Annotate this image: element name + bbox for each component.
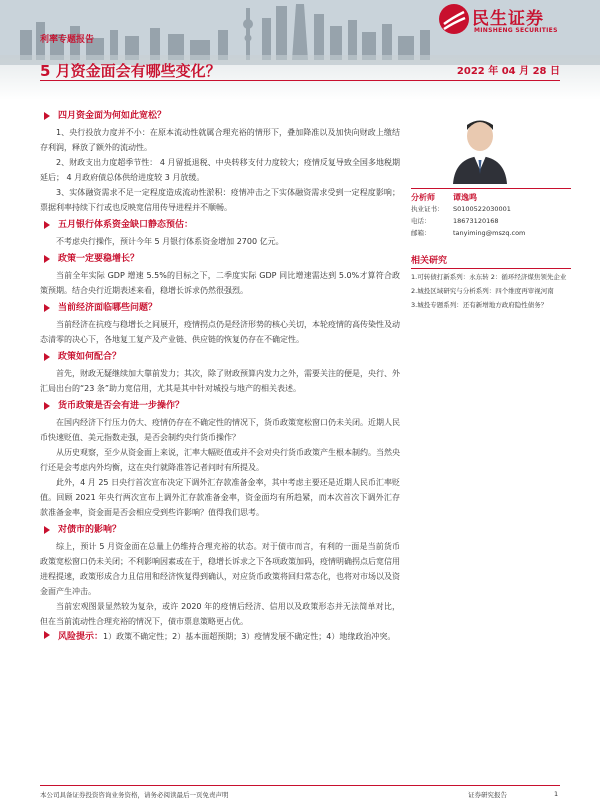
section-may-gap — [40, 218, 400, 249]
section-policy-coordination — [40, 350, 400, 396]
arrow-right-icon — [44, 112, 50, 120]
section-risk-warning — [40, 629, 400, 644]
analyst-row — [411, 188, 571, 203]
analyst-label: 分析师 — [411, 193, 435, 202]
section-growth — [40, 252, 400, 298]
paragraph: 3、实体融资需求不足一定程度造成流动性淤积：疫情冲击之下实体融资需求受到一定程度影响；票据利率持续下行或也反映宽信用传导进程并不顺畅。 — [40, 188, 400, 212]
analyst-photo — [441, 110, 519, 184]
arrow-right-icon — [44, 402, 50, 410]
section-bond-impact — [40, 523, 400, 629]
paragraph: 当前经济在抗疫与稳增长之间展开，疫情拐点仍是经济形势的核心关切，本轮疫情的高传染性及动态清零的决心下，各地复工复产及产业链、供应链的恢复仍存在不确定性。 — [40, 320, 400, 344]
paragraph: 此外，4 月 25 日央行首次宣布决定下调外汇存款准备金率，其中考虑主要还是近期人民币汇率贬值。回顾 2021 年央行两次宣布上调外汇存款准备金率，资金面均有所趋紧，而本次首次下调外汇存款准备金率，资金面是否会相应受到些许影响？值得我们思考。 — [40, 478, 400, 517]
logo-name-en: MINSHENG SECURITIES — [474, 27, 558, 34]
section-heading: 货币政策是否会有进一步操作？ — [40, 399, 400, 413]
paragraph: 首先，财政无疑继续加大靠前发力；其次，除了财政预算内发力之外，需要关注的便是，央行、外汇局出台的“23 条”助力宽信用，尤其是其中针对城投与地产的相关表述。 — [40, 369, 400, 393]
paragraph: 2、财政支出力度超季节性： 4 月留抵退税、中央转移支付力度较大；疫情反复导致全国多地税期延后； 4 月政府债总体供给进度较 3 月放缓。 — [40, 158, 400, 182]
section-monetary-policy — [40, 399, 400, 520]
section-heading: 四月资金面为何如此宽松？ — [40, 109, 400, 123]
section-heading: 风险提示： — [58, 632, 104, 642]
title-divider — [40, 80, 560, 81]
page-title: 5 月资金面会有哪些变化？ — [40, 62, 221, 80]
section-economy-issues — [40, 301, 400, 347]
paragraph: 当前全年实际 GDP 增速 5.5%的目标之下，二季度实际 GDP 同比增速需达到 5.0%才算符合政策预期。结合央行近期表述来看，稳增长诉求仍然很强烈。 — [40, 271, 400, 295]
paragraph: 从历史观察，至少从资金面上来说，汇率大幅贬值或并不会对央行货币政策产生根本制约。当然央行还是会考虑内外均衡，这在央行就降准答记者问时有所提及。 — [40, 448, 400, 472]
related-item[interactable]: 2.城投区域研究与分析系列：四个维度再审视河南 — [411, 287, 554, 295]
analyst-name: 谭逸鸣 — [453, 193, 477, 202]
paragraph: 当前宏观图景显然较为复杂，或许 2020 年的疫情后经济、信用以及政策形态并无法简单对比，但在当前流动性合理充裕的情况下，债市票息策略更占优。 — [40, 602, 400, 626]
info-row-phone: 电话： 18673120168 — [411, 217, 499, 225]
info-row-email: 邮箱： tanyiming@mszq.com — [411, 229, 526, 237]
arrow-right-icon — [44, 304, 50, 312]
footer-report-kind: 证券研究报告 — [468, 791, 507, 799]
arrow-right-icon — [44, 631, 50, 639]
related-item[interactable]: 1.可转债打新系列：永东转 2：循环经济煤焦领先企业 — [411, 273, 567, 281]
paragraph: 综上，预计 5 月资金面在总量上仍维持合理充裕的状态。对于债市而言，有利的一面是当前货币政策宽松窗口仍未关闭；不利影响因素或在于，稳增长诉求之下各项政策加码，疫情明确拐点后宽信用进程提速，政策形成合力且信用和经济恢复得到确认，对应货币政策将回归常态化，也将对市场以及资金面产生冲击。 — [40, 542, 400, 596]
header-banner — [0, 0, 600, 100]
risk-paragraph — [40, 629, 400, 644]
arrow-right-icon — [44, 221, 50, 229]
related-research-title: 相关研究 — [411, 253, 571, 269]
sidebar — [411, 106, 571, 311]
footer-divider — [40, 785, 560, 786]
arrow-right-icon — [44, 526, 50, 534]
paragraph: 不考虑央行操作，预计今年 5 月银行体系资金增加 2700 亿元。 — [56, 237, 284, 246]
page-number: 1 — [554, 790, 559, 798]
section-heading: 对债市的影响？ — [40, 523, 400, 537]
info-row-license: 执业证书： S0100522030001 — [411, 205, 511, 213]
main-content — [40, 106, 400, 644]
report-type: 利率专题报告 — [40, 35, 95, 45]
paragraph: 1、央行投放力度并不小：在原本流动性就属合理充裕的情形下，叠加降准以及加快向财政上缴结存利润，释放了额外的流动性。 — [40, 128, 400, 152]
logo-name-cn: 民生证券 — [472, 9, 544, 29]
risk-text: 1）政策不确定性；2）基本面超预期；3）疫情发展不确定性；4）地缘政治冲突。 — [103, 632, 396, 641]
section-heading: 政策一定要稳增长？ — [40, 252, 400, 266]
section-april-liquidity — [40, 109, 400, 215]
footer-disclaimer: 本公司具备证券投资咨询业务资格，请务必阅读最后一页免责声明 — [40, 791, 229, 799]
related-item[interactable]: 3.城投专题系列：还有新增地方政府隐性债务？ — [411, 301, 548, 309]
section-heading: 政策如何配合？ — [40, 350, 400, 364]
report-date: 2022 年 04 月 28 日 — [456, 66, 560, 77]
section-heading: 五月银行体系资金缺口静态预估： — [40, 218, 400, 232]
paragraph: 在国内经济下行压力仍大、疫情仍存在不确定性的情况下，货币政策宽松窗口仍未关闭。近期人民币快速贬值、美元指数走强，是否会制约央行货币操作？ — [40, 418, 400, 442]
section-heading: 当前经济面临哪些问题？ — [40, 301, 400, 315]
arrow-right-icon — [44, 255, 50, 263]
arrow-right-icon — [44, 353, 50, 361]
